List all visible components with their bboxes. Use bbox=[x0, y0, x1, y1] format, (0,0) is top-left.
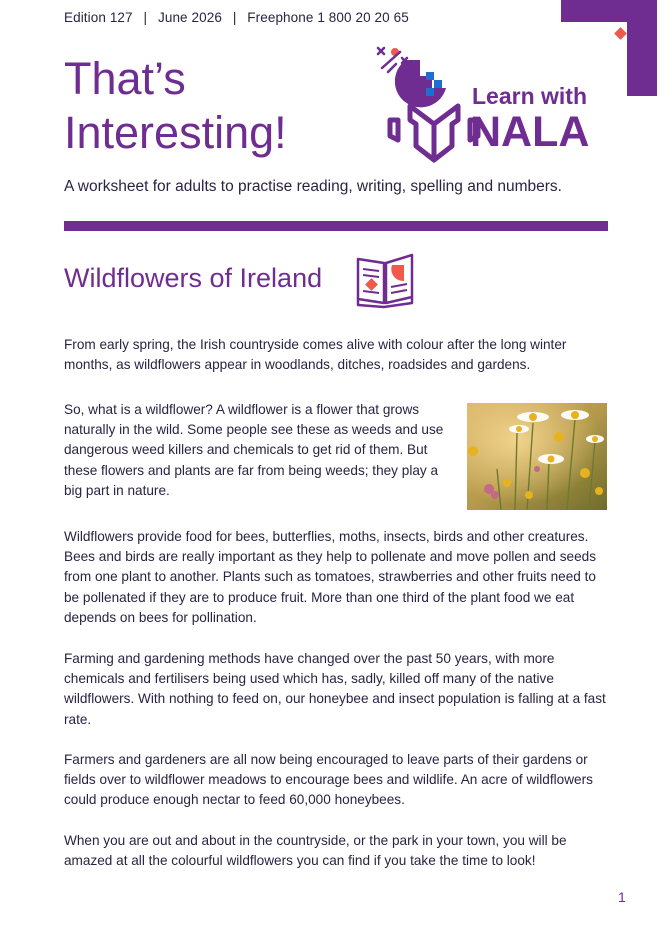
section-title: Wildflowers of Ireland bbox=[64, 263, 323, 293]
open-book-icon bbox=[354, 251, 416, 309]
logo-line-2: NALA bbox=[470, 108, 590, 156]
header-meta bbox=[64, 10, 409, 25]
paragraph-5: Farmers and gardeners are all now being encouraged to leave parts of their gardens or fields over to wildflower meadows to encourage bees and wildlife. An acre of wildflowers could produce enough nectar to feed 60,000 honeybees. bbox=[64, 752, 593, 808]
page-number: 1 bbox=[618, 889, 626, 905]
separator: | bbox=[143, 10, 148, 25]
nala-logo-icon bbox=[395, 60, 446, 107]
paragraph-3: Wildflowers provide food for bees, butterflies, moths, insects, birds and other creatures. Bees and birds are really important as they help to pollenate and move pollen and seeds from one plant to another. Plants such as tomatoes, strawberries and other fruits need to be pollenated if they are to produce fruit. More than one third of the plant food we eat depends on bees for pollination. bbox=[64, 529, 597, 625]
reading-person-icon bbox=[390, 106, 478, 160]
page-title bbox=[64, 52, 384, 160]
paragraph-4: Farming and gardening methods have changed over the past 50 years, with more chemicals and fertilisers being used which has, sadly, killed off many of the native wildflowers. With nothing to feed on, our honeybee and insect population is falling at a fast rate. bbox=[64, 651, 606, 727]
wildflower-photo bbox=[467, 403, 607, 510]
logo-line-1: Learn with bbox=[472, 83, 588, 109]
date-label: June 2026 bbox=[157, 10, 222, 25]
paragraph-2: So, what is a wildflower? A wildflower is a flower that grows naturally in the wild. Some people see these as weeds and use dangerous weed killers and chemicals to get rid of them. But these flowers and plants are far from being weeds; they play a big part in nature. bbox=[64, 402, 444, 498]
paragraph-1: From early spring, the Irish countryside comes alive with colour after the long winter months, as wildflowers appear in woodlands, ditches, roadsides and gardens. bbox=[64, 337, 567, 373]
subtitle: A worksheet for adults to practise reading, writing, spelling and numbers. bbox=[64, 178, 562, 195]
phone-label: Freephone 1 800 20 20 65 bbox=[247, 10, 409, 25]
title-line-2: Interesting! bbox=[64, 107, 287, 158]
divider bbox=[64, 221, 608, 231]
edition-label: Edition 127 bbox=[64, 10, 133, 25]
title-line-1: That’s bbox=[64, 53, 186, 104]
nala-logo bbox=[376, 46, 616, 166]
paragraph-6: When you are out and about in the countryside, or the park in your town, you will be amazed at all the colourful wildflowers you can find if you take the time to look! bbox=[64, 833, 567, 869]
separator: | bbox=[232, 10, 237, 25]
